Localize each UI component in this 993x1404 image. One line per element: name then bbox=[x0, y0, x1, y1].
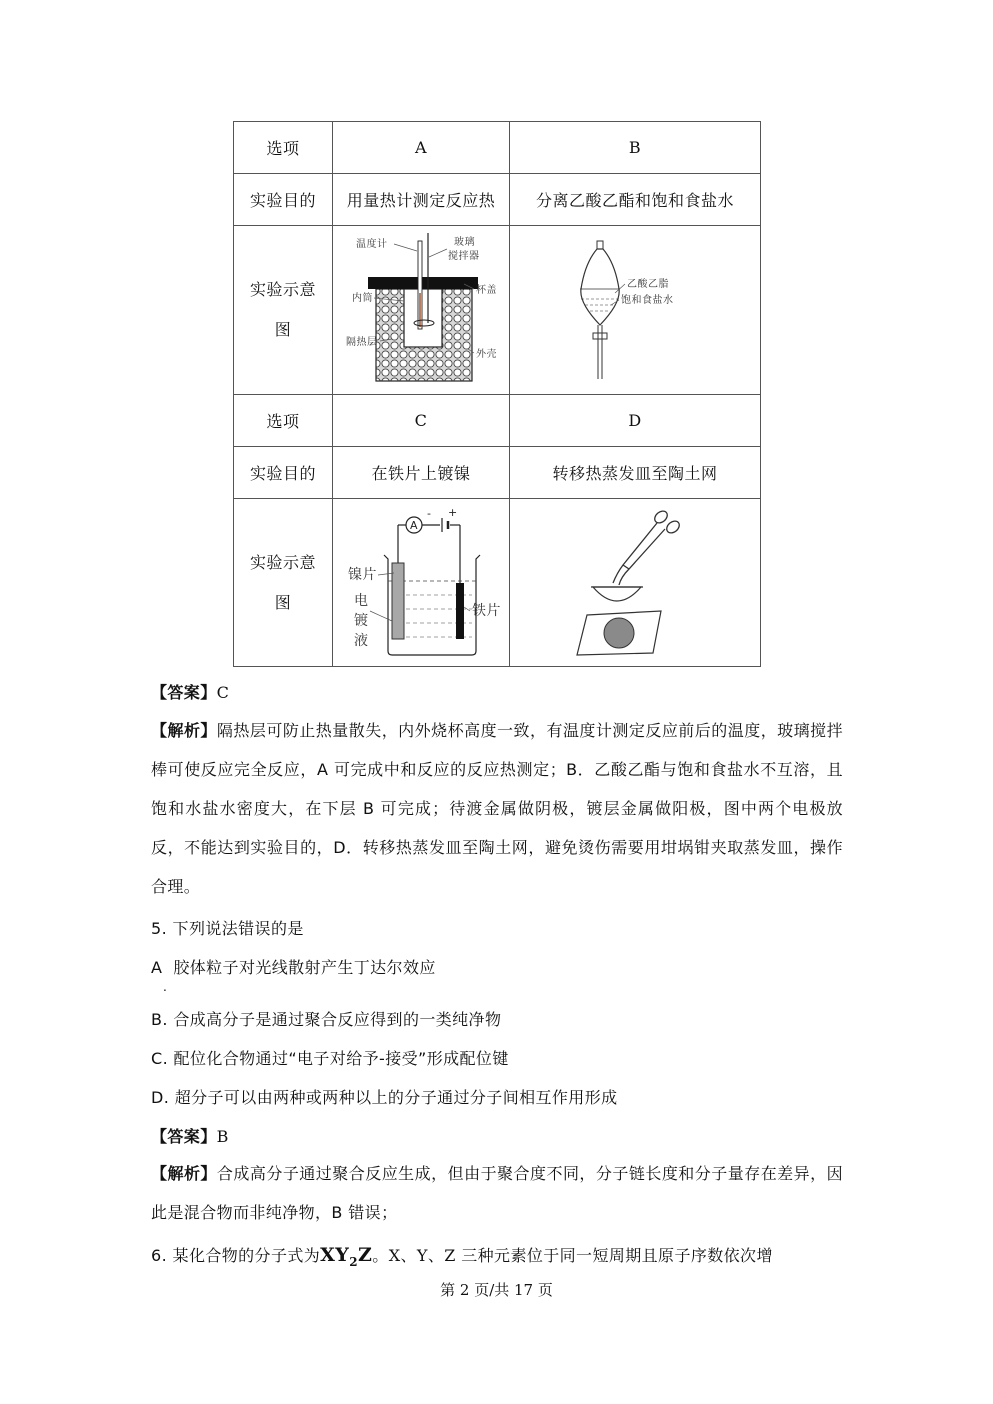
q5-option-d: D. 超分子可以由两种或两种以上的分子通过分子间相互作用形成 bbox=[151, 1088, 618, 1107]
figure-label-line1: 实验示意 bbox=[249, 552, 316, 572]
figure-label-line2: 图 bbox=[274, 320, 292, 339]
label-electrolyte-3: 液 bbox=[354, 633, 369, 649]
header-label-cell: 选项 bbox=[234, 122, 333, 174]
q4-answer-tag: 【答案】 bbox=[151, 683, 217, 702]
q6-formula bbox=[320, 1244, 373, 1269]
page-footer: 第 2 页/共 17 页 bbox=[440, 1281, 553, 1299]
label-electrolyte-1: 电 bbox=[354, 593, 369, 609]
q5-analysis-text: 合成高分子通过聚合反应生成，但由于聚合度不同，分子链长度和分子量存在差异，因此是混合物而非纯净物，B 错误； bbox=[151, 1164, 843, 1222]
emphasis-dot: . bbox=[163, 980, 167, 994]
option-c-letter: C bbox=[333, 395, 510, 447]
stopcock bbox=[593, 333, 607, 339]
header-label-cell: 选项 bbox=[234, 395, 333, 447]
nickel-electrode bbox=[392, 563, 404, 639]
lid bbox=[368, 277, 478, 289]
goal-label-cell: 实验目的 bbox=[234, 174, 333, 226]
q5-stem: 5. 下列说法错误的是 bbox=[151, 919, 304, 938]
q5-analysis bbox=[151, 1154, 843, 1232]
q6-stem-suffix: 。X、Y、Z 三种元素位于同一短周期且原子序数依次增 bbox=[372, 1246, 773, 1265]
q5-analysis-tag: 【解析】 bbox=[151, 1164, 217, 1183]
funnel-body bbox=[581, 249, 619, 325]
table-row bbox=[234, 174, 761, 226]
label-brine: 饱和食盐水 bbox=[621, 295, 674, 306]
q4-answer bbox=[151, 680, 229, 703]
label-nickel: 镍片 bbox=[348, 567, 377, 583]
figure-label-cell bbox=[234, 499, 333, 667]
label-ester: 乙酸乙脂 bbox=[627, 279, 669, 290]
q6-stem-prefix: 6. 某化合物的分子式为 bbox=[151, 1246, 321, 1265]
label-thermometer: 温度计 bbox=[356, 239, 388, 250]
battery-minus: - bbox=[427, 507, 432, 520]
q4-answer-value: C bbox=[216, 683, 230, 702]
table-row bbox=[234, 226, 761, 395]
q4-analysis-tag: 【解析】 bbox=[151, 721, 217, 740]
label-electrolyte-2: 镀 bbox=[354, 613, 369, 629]
q5-option-b: B. 合成高分子是通过聚合反应得到的一类纯净物 bbox=[151, 1010, 502, 1029]
electroplating-diagram bbox=[336, 503, 506, 658]
figure-d-cell bbox=[510, 499, 761, 667]
label-inner: 内筒 bbox=[352, 293, 373, 304]
figure-label-line2: 图 bbox=[274, 592, 292, 612]
ammeter-label: A bbox=[410, 519, 419, 532]
q4-analysis bbox=[151, 711, 843, 906]
label-iron: 铁片 bbox=[472, 603, 501, 619]
option-b-letter: B bbox=[510, 122, 761, 174]
q6-stem bbox=[151, 1243, 773, 1269]
table-row bbox=[234, 395, 761, 447]
q5-option-c: C. 配位化合物通过“电子对给予-接受”形成配位键 bbox=[151, 1049, 509, 1068]
tongs-evaporating-dish-diagram bbox=[565, 503, 705, 658]
calorimeter-diagram bbox=[336, 233, 506, 383]
battery-plus: + bbox=[448, 506, 458, 519]
q6-formula-z: Z bbox=[358, 1244, 373, 1266]
option-c-goal: 在铁片上镀镍 bbox=[333, 447, 510, 499]
crucible-tongs bbox=[613, 509, 682, 585]
table-row bbox=[234, 447, 761, 499]
figure-b-cell bbox=[510, 226, 761, 395]
q5-option-a-letter: A bbox=[151, 958, 163, 977]
figure-label-cell bbox=[234, 226, 333, 395]
option-a-goal: 用量热计测定反应热 bbox=[333, 174, 510, 226]
label-stirrer-2: 搅拌器 bbox=[448, 251, 480, 262]
q5-answer-tag: 【答案】 bbox=[151, 1127, 217, 1146]
label-lid: 杯盖 bbox=[476, 285, 497, 296]
separatory-funnel-diagram bbox=[565, 233, 705, 383]
q5-option-a-text: 胶体粒子对光线散射产生丁达尔效应 bbox=[173, 958, 436, 977]
iron-electrode bbox=[456, 583, 464, 639]
goal-label-cell: 实验目的 bbox=[234, 447, 333, 499]
figure-c-cell bbox=[333, 499, 510, 667]
q6-formula-xy: XY bbox=[320, 1244, 350, 1266]
q5-option-a bbox=[151, 955, 436, 978]
q4-analysis-text: 隔热层可防止热量散失，内外烧杯高度一致，有温度计测定反应前后的温度，玻璃搅拌棒可使反应完全反应，A 可完成中和反应的反应热测定；B．乙酸乙酯与饱和食盐水不互溶，且饱和水盐水密度大，在下层 B 可完成；待渡金属做阴极，镀层金属做阳极，图中两个电极放反，不能达到实验目的，D．转移热蒸发皿至陶土网，避免烫伤需要用坩埚钳夹取蒸发皿，操作合理。 bbox=[151, 721, 843, 896]
figure-label-line1: 实验示意 bbox=[249, 280, 316, 299]
q5-answer bbox=[151, 1124, 229, 1147]
experiment-table bbox=[233, 121, 761, 667]
q5-answer-value: B bbox=[216, 1127, 229, 1146]
table-row bbox=[234, 122, 761, 174]
option-d-letter: D bbox=[510, 395, 761, 447]
table-row bbox=[234, 499, 761, 667]
option-a-letter: A bbox=[333, 122, 510, 174]
option-d-goal: 转移热蒸发皿至陶土网 bbox=[510, 447, 761, 499]
label-stirrer-1: 玻璃 bbox=[454, 237, 475, 248]
evaporating-dish bbox=[593, 587, 641, 601]
inner-cup bbox=[404, 289, 442, 347]
figure-a-cell bbox=[333, 226, 510, 395]
label-shell: 外壳 bbox=[476, 349, 497, 360]
label-insulation: 隔热层 bbox=[346, 337, 378, 348]
option-b-goal: 分离乙酸乙酯和饱和食盐水 bbox=[510, 174, 761, 226]
q6-formula-sub: 2 bbox=[349, 1254, 359, 1269]
